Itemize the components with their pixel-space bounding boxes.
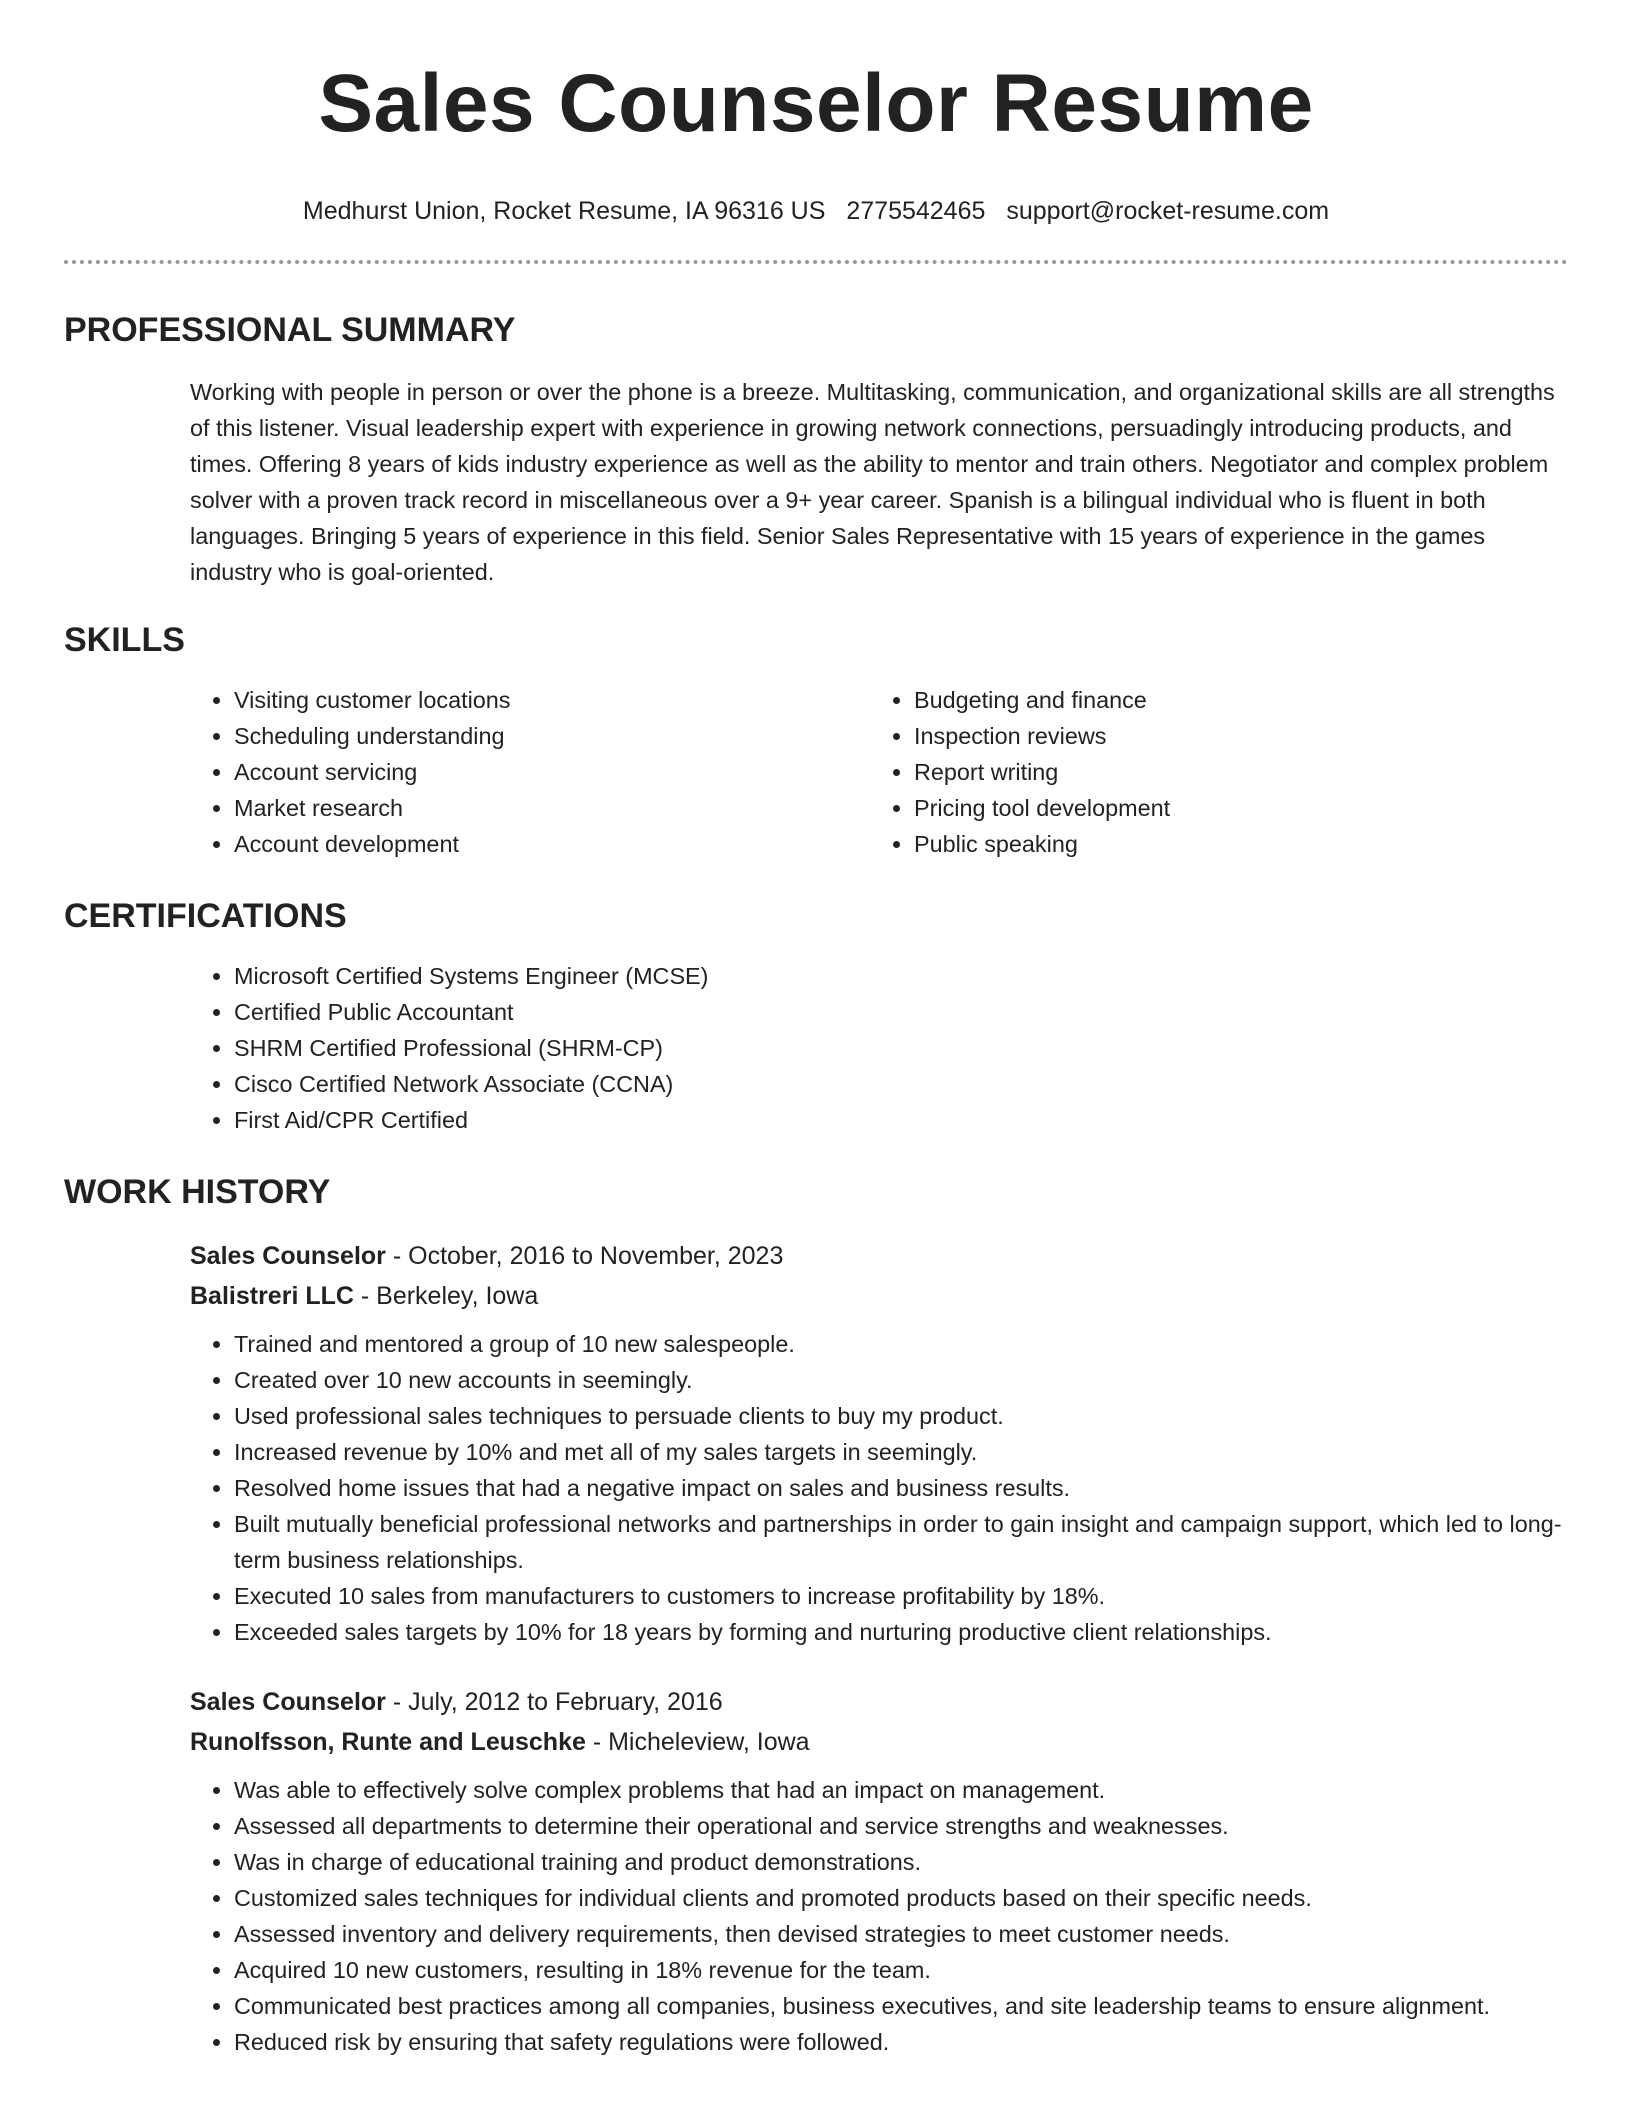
contact-email: support@rocket-resume.com: [1006, 197, 1330, 225]
skill-item: • Market research: [234, 790, 870, 826]
skill-item: • Budgeting and finance: [914, 682, 1550, 718]
job-bullet: • Executed 10 sales from manufacturers to customers to increase profitability by 18%.: [234, 1578, 1568, 1614]
job-bullet: • Assessed inventory and delivery requirements, then devised strategies to meet customer needs.: [234, 1916, 1568, 1952]
certification-item: • First Aid/CPR Certified: [234, 1102, 1568, 1138]
contact-address: Medhurst Union, Rocket Resume, IA 96316 US: [302, 197, 826, 225]
job-bullet: • Trained and mentored a group of 10 new salespeople.: [234, 1326, 1568, 1362]
certifications-list: [190, 958, 1568, 1138]
job-location: - Micheleview, Iowa: [585, 1728, 810, 1756]
job-bullets: [190, 1326, 1568, 1650]
skill-item: • Visiting customer locations: [234, 682, 870, 718]
job-title-line: [190, 1236, 1568, 1276]
contact-line: [64, 196, 1568, 226]
job-bullet: • Exceeded sales targets by 10% for 18 years by forming and nurturing productive client relationships.: [234, 1614, 1568, 1650]
job-bullet: • Acquired 10 new customers, resulting in 18% revenue for the team.: [234, 1952, 1568, 1988]
certifications-heading: CERTIFICATIONS: [64, 897, 347, 935]
job-entry: [190, 1236, 1568, 1650]
job-bullet: • Increased revenue by 10% and met all of my sales targets in seemingly.: [234, 1434, 1568, 1470]
skills-column-left: [190, 682, 870, 862]
skill-item: • Account development: [234, 826, 870, 862]
skill-item: • Scheduling understanding: [234, 718, 870, 754]
job-title-line: [190, 1682, 1568, 1722]
certification-item: • SHRM Certified Professional (SHRM-CP): [234, 1030, 1568, 1066]
job-company-line: [190, 1722, 1568, 1762]
skill-item: • Pricing tool development: [914, 790, 1550, 826]
job-company: Runolfsson, Runte and Leuschke: [190, 1728, 586, 1756]
job-bullet: • Used professional sales techniques to persuade clients to buy my product.: [234, 1398, 1568, 1434]
header-divider: [64, 260, 1568, 264]
skill-item: • Inspection reviews: [914, 718, 1550, 754]
skills-heading: SKILLS: [64, 621, 185, 659]
resume-header: [64, 0, 1568, 226]
summary-heading: PROFESSIONAL SUMMARY: [64, 311, 516, 349]
job-bullet: • Communicated best practices among all companies, business executives, and site leadership teams to ensure alignment.: [234, 1988, 1568, 2024]
job-company: Balistreri LLC: [190, 1282, 354, 1310]
job-bullet: • Resolved home issues that had a negative impact on sales and business results.: [234, 1470, 1568, 1506]
skills-column-right: [870, 682, 1550, 862]
job-location: - Berkeley, Iowa: [353, 1282, 539, 1310]
job-bullet: • Customized sales techniques for individual clients and promoted products based on their specific needs.: [234, 1880, 1568, 1916]
job-bullet: • Was able to effectively solve complex problems that had an impact on management.: [234, 1772, 1568, 1808]
job-dates: - October, 2016 to November, 2023: [385, 1242, 784, 1270]
job-bullet: • Built mutually beneficial professional networks and partnerships in order to gain insight and campaign support, which led to long-term business relationships.: [234, 1506, 1568, 1578]
job-bullet: • Assessed all departments to determine their operational and service strengths and weaknesses.: [234, 1808, 1568, 1844]
skill-item: • Public speaking: [914, 826, 1550, 862]
job-dates: - July, 2012 to February, 2016: [385, 1688, 723, 1716]
certification-item: • Cisco Certified Network Associate (CCNA): [234, 1066, 1568, 1102]
certification-item: • Certified Public Accountant: [234, 994, 1568, 1030]
job-bullet: • Reduced risk by ensuring that safety regulations were followed.: [234, 2024, 1568, 2060]
job-role: Sales Counselor: [190, 1242, 386, 1270]
work-history-heading: WORK HISTORY: [64, 1173, 331, 1211]
certifications-bullets: [190, 958, 1568, 1138]
skills-list: [190, 682, 1568, 862]
job-bullet: • Was in charge of educational training and product demonstrations.: [234, 1844, 1568, 1880]
certification-item: • Microsoft Certified Systems Engineer (MCSE): [234, 958, 1568, 994]
resume-title: Sales Counselor Resume: [318, 58, 1314, 149]
contact-phone: 2775542465: [846, 197, 986, 225]
job-entry: [190, 1682, 1568, 2060]
skill-item: • Account servicing: [234, 754, 870, 790]
job-bullets: [190, 1772, 1568, 2060]
job-role: Sales Counselor: [190, 1688, 386, 1716]
job-company-line: [190, 1276, 1568, 1316]
summary-text: Working with people in person or over the phone is a breeze. Multitasking, communication, and organizational skills are all strengths of this listener. Visual leadership expert with experience in growing network connections, persuadingly introducing products, and times. Offering 8 years of kids industry experience as well as the ability to mentor and train others. Negotiator and complex problem solver with a proven track record in miscellaneous over a 9+ year career. Spanish is a bilingual individual who is fluent in both languages. Bringing 5 years of experience in this field. Senior Sales Representative with 15 years of experience in the games industry who is goal-oriented.: [190, 379, 1555, 585]
job-bullet: • Created over 10 new accounts in seemingly.: [234, 1362, 1568, 1398]
skill-item: • Report writing: [914, 754, 1550, 790]
